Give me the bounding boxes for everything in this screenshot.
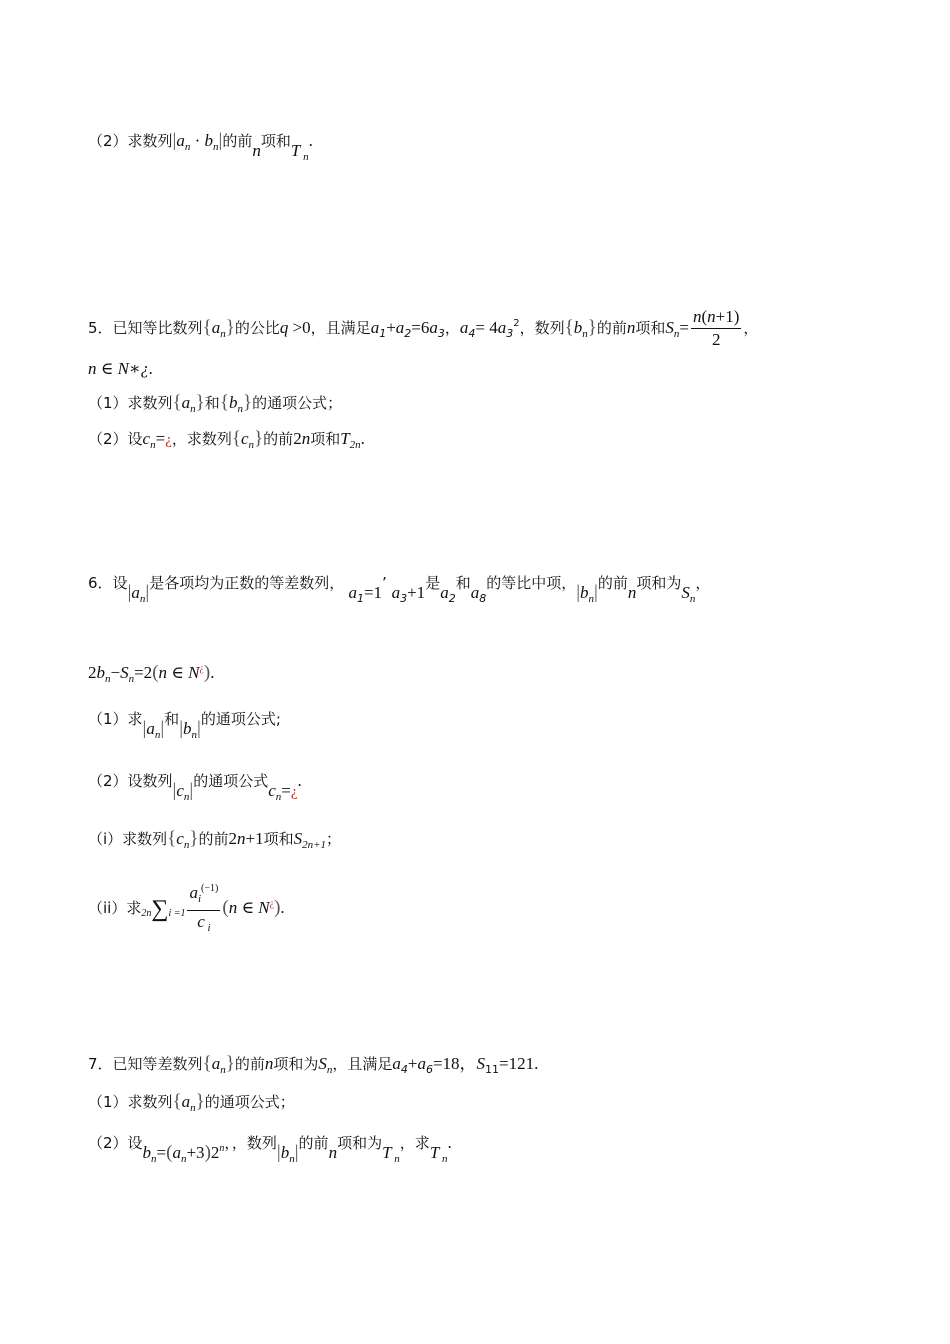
q6-condition: $2b_n-S_n=2(n$ ∈ N¿). [88, 662, 215, 685]
q6-part-ii: （ii）求2n∑i =1 $\frac{a_i^{(-1)}}{c _i}$ (n ∈ N¿). [88, 878, 285, 939]
q5-domain: n ∈ N∗¿. [88, 359, 154, 378]
q7-stem: 7．已知等差数列$\{a_n\}$的前n项和为$S_n$，且满足$a_4+a_6=18$，$S_{11}=121$. [88, 1053, 539, 1076]
q6-part2: （2）设数列$|c_n|$的通项公式$c_n=¿$. [88, 771, 302, 803]
q5-stem: 5．已知等比数列$\{a_n\}$的公比q >0，且满足$a_1+a_2=6a_3$，$a_4= 4a_3^2$，数列$\{b_n\}$的前n项和$S_n=$ $\frac{n(n+1)}{2}$ ， [88, 307, 759, 349]
q5-part2: （2）设$c_n=¿$，求数列$\{c_n\}$的前2n项和$T_{2n}$. [88, 428, 365, 451]
q7-part2: （2）设$b_n=(a_n+3)2_n$，，数列$|b_n|$的前n项和为T $_n$，求T $_n$. [88, 1133, 452, 1165]
q6-part-i: （i）求数列$\{c_n\}$的前2n+1项和$S_{2n+1}$； [88, 828, 342, 851]
q5-part1: （1）求数列$\{a_n\}$和$\{b_n\}$的通项公式； [88, 392, 343, 415]
q7-part1: （1）求数列$\{a_n\}$的通项公式； [88, 1091, 295, 1114]
q6-part1: （1）求$|a_n|$和$|b_n|$的通项公式; [88, 710, 281, 741]
q6-stem: 6．设$|a_n|$是各项均为正数的等差数列， $a_1=1$’ $a_3+1$是$a_2$和$a_8$的等比中项，$|b_n|$的前n项和为$S_n$， [88, 574, 711, 605]
q4-part2: （2）求数列$|a_n \cdot b_n|$的前n项和T $_n$. [88, 130, 313, 163]
